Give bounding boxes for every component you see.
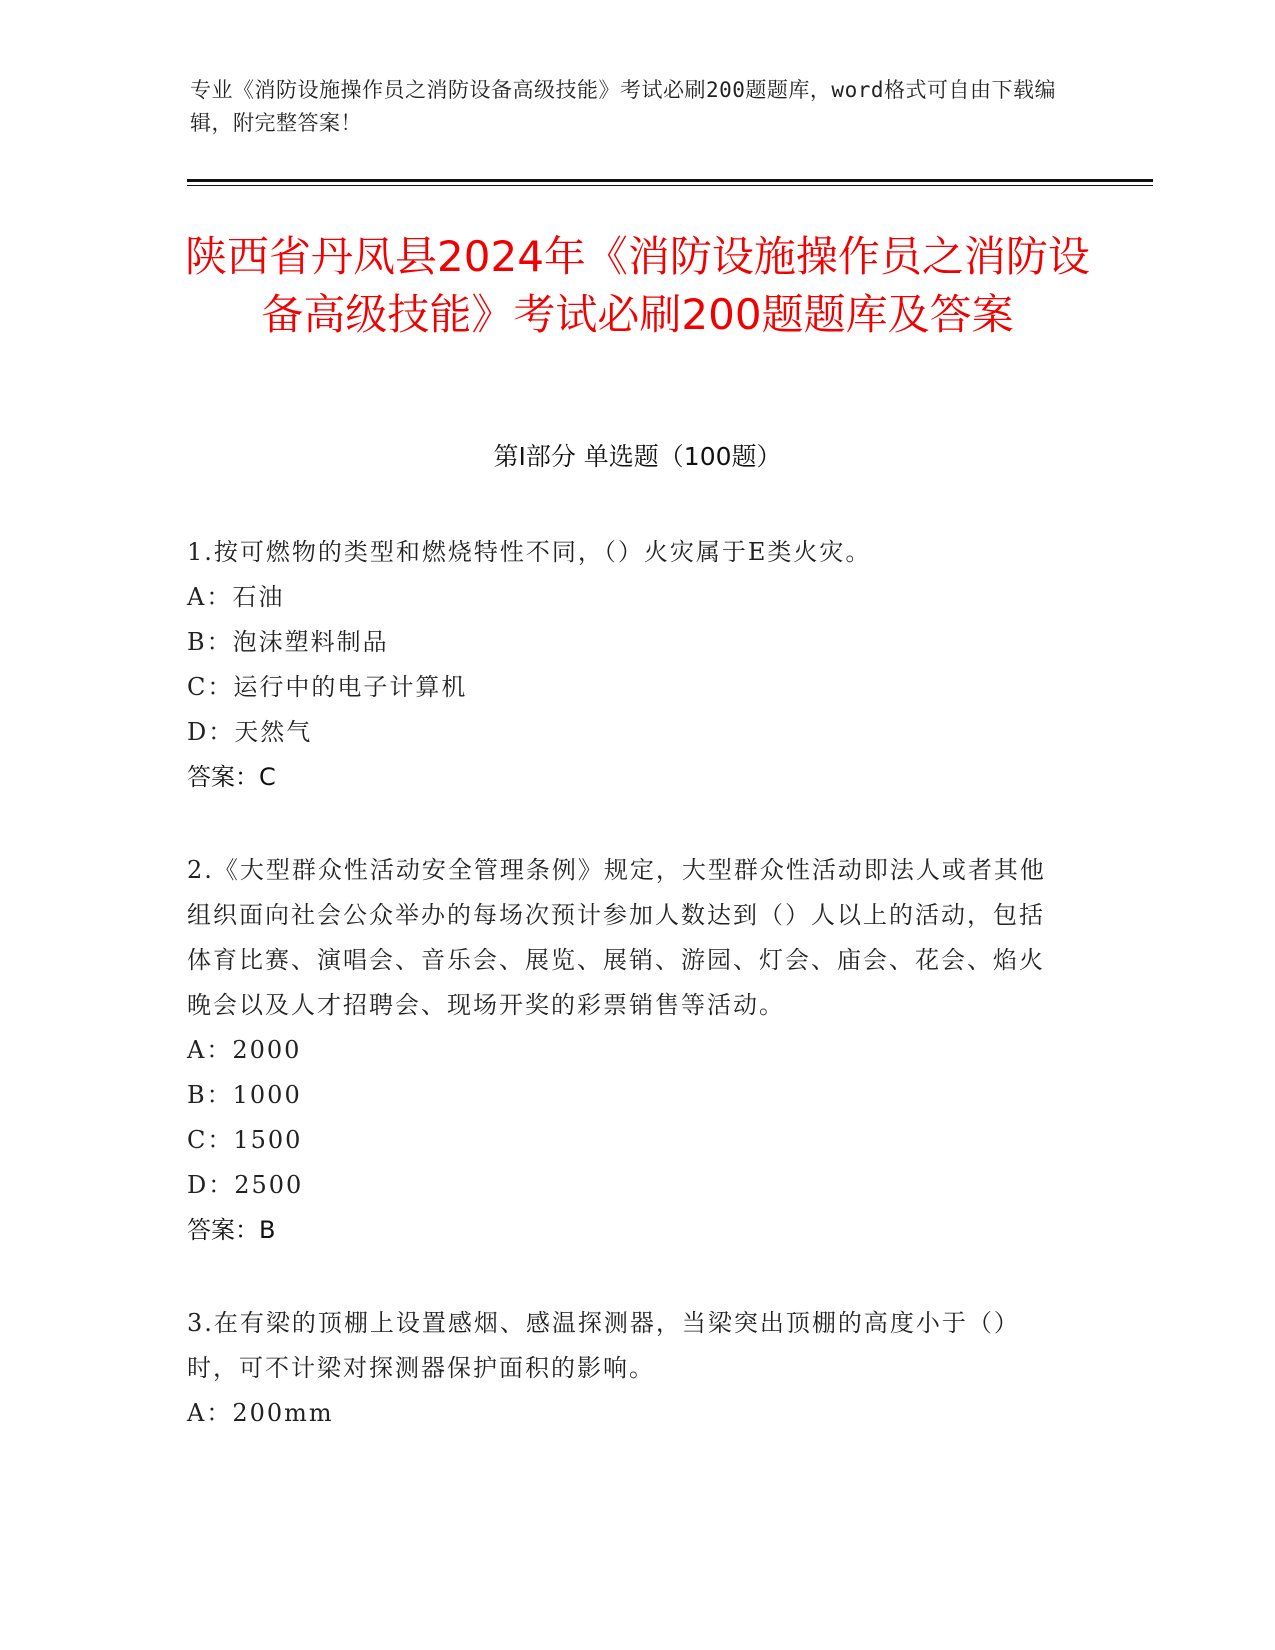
section-heading: 第I部分 单选题（100题） [493,442,782,471]
option-a: A：2000 [187,1036,302,1064]
option-d: D：天然气 [187,718,313,746]
question-2 [187,848,1067,1253]
question-stem: 3.在有梁的顶棚上设置感烟、感温探测器，当梁突出顶棚的高度小于（）时，可不计梁对探测器保护面积的影响。 [187,1309,1020,1382]
option-c: C：运行中的电子计算机 [187,673,468,701]
header-divider-thick [187,179,1153,182]
option-b: B：泡沫塑料制品 [187,628,389,656]
option-a: A：石油 [187,583,285,611]
option-b: B：1000 [187,1081,302,1109]
question-3 [187,1301,1067,1436]
question-stem: 1.按可燃物的类型和燃烧特性不同，（）火灾属于E类火灾。 [187,538,872,566]
question-1 [187,530,1067,800]
header-divider-thin [187,185,1153,186]
document-title: 陕西省丹凤县2024年《消防设施操作员之消防设备高级技能》考试必刷200题题库及答案 [185,232,1090,339]
answer: 答案：C [187,763,276,791]
option-c: C：1500 [187,1126,303,1154]
answer: 答案：B [187,1216,276,1244]
question-list [187,530,1067,1484]
option-d: D：2500 [187,1171,304,1199]
header-note: 专业《消防设施操作员之消防设备高级技能》考试必刷200题题库，word格式可自由下载编辑，附完整答案！ [190,78,1056,135]
option-a: A：200mm [187,1399,334,1427]
question-stem: 2.《大型群众性活动安全管理条例》规定，大型群众性活动即法人或者其他组织面向社会公众举办的每场次预计参加人数达到（）人以上的活动，包括体育比赛、演唱会、音乐会、展览、展销、游园、灯会、庙会、花会、焰火晚会以及人才招聘会、现场开奖的彩票销售等活动。 [187,856,1046,1019]
